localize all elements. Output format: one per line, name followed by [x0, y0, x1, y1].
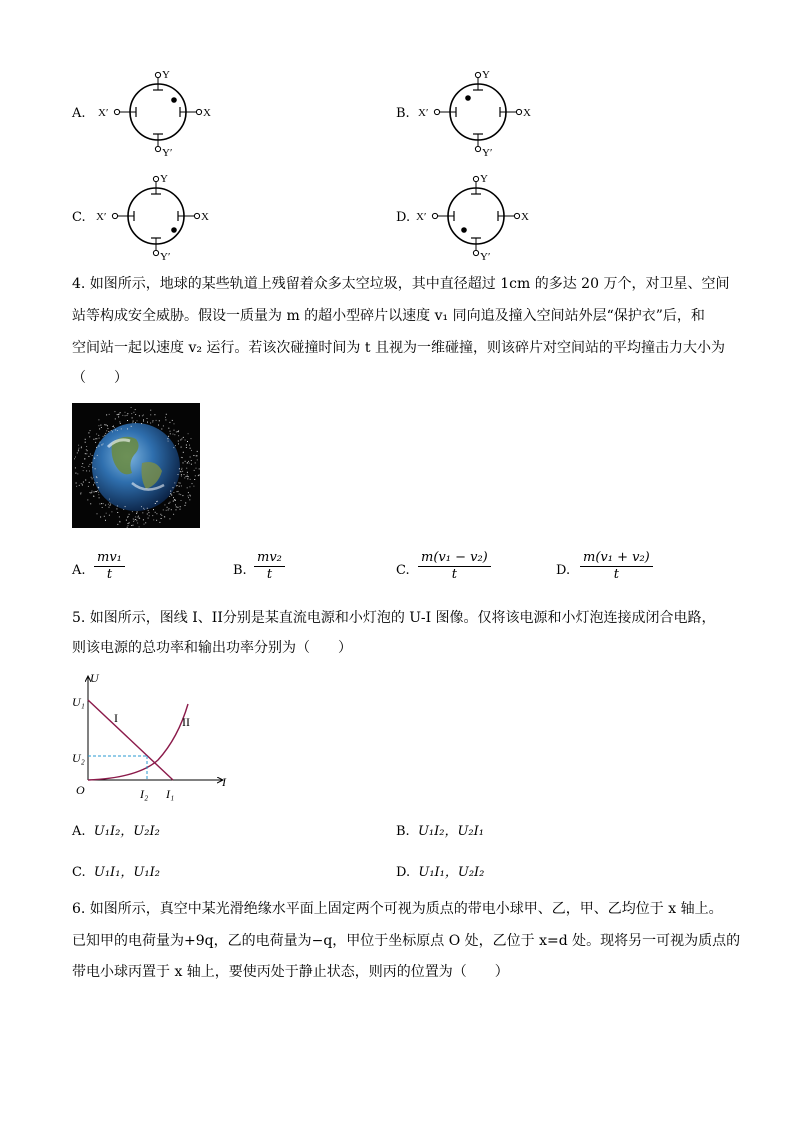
- terminal-y: [155, 72, 160, 77]
- u-i-graph: [68, 668, 238, 804]
- label-y-prime: Y′: [482, 147, 493, 156]
- q5-line-1: 5. 如图所示，图线 I、II分别是某直流电源和小灯泡的 U-I 图像。仅将该电源和小灯泡连接成闭合电路，: [72, 610, 716, 626]
- oscilloscope-screen: [98, 69, 211, 156]
- q5-option-a[interactable]: A. U₁I₂，U₂I₂: [72, 824, 160, 839]
- label-x: X: [523, 107, 531, 119]
- terminal-x: [194, 213, 199, 218]
- electron-spot: [171, 227, 177, 233]
- label-y: Y: [160, 173, 168, 185]
- label-y-prime: Y′: [480, 251, 491, 260]
- q4-line-3: 空间站一起以速度 v₂ 运行。若该次碰撞时间为 t 且视为一维碰撞，则该碎片对空间站的平均撞击力大小为: [72, 340, 725, 356]
- q4-option-d-fraction[interactable]: $\frac{\text{m(v₁ + v₂)}}{t}$: [580, 550, 653, 583]
- electron-spot: [465, 95, 471, 101]
- electron-spot: [461, 227, 467, 233]
- terminal-x-prime: [114, 109, 119, 114]
- q5-line-2: 则该电源的总功率和输出功率分别为（ ）: [72, 640, 352, 656]
- u-axis-label: U: [90, 671, 99, 685]
- q4-line-2: 站等构成安全威胁。假设一质量为 m 的超小型碎片以速度 v₁ 同向追及撞入空间站外层“保护衣”后，和: [72, 308, 705, 324]
- q3-option-d-diagram[interactable]: [414, 170, 544, 260]
- q4-line-4: （ ）: [72, 370, 128, 386]
- i1-label: I₁: [166, 787, 175, 801]
- line-i-source: [88, 700, 173, 780]
- oscilloscope-screen: [418, 69, 531, 156]
- q6-line-2: 已知甲的电荷量为+9q，乙的电荷量为−q，甲位于坐标原点 O 处，乙位于 x=d 处。现将另一可视为质点的: [72, 933, 741, 949]
- q5-option-c[interactable]: C. U₁I₁，U₁I₂: [72, 865, 160, 880]
- q6-line-1: 6. 如图所示，真空中某光滑绝缘水平面上固定两个可视为质点的带电小球甲、乙，甲、乙均位于 x 轴上。: [72, 901, 723, 917]
- label-x-prime: X′: [418, 107, 429, 119]
- label-y-prime: Y′: [162, 147, 173, 156]
- terminal-y: [473, 176, 478, 181]
- terminal-x: [196, 109, 201, 114]
- curve-ii-label: II: [182, 715, 190, 729]
- q4-option-d-letter: D.: [556, 563, 571, 578]
- q3-option-c-letter: C.: [72, 210, 86, 225]
- label-x-prime: X′: [96, 211, 107, 223]
- q4-option-b-letter: B.: [233, 563, 247, 578]
- q3-option-d-letter: D.: [396, 210, 411, 225]
- q6-line-3: 带电小球丙置于 x 轴上，要使丙处于静止状态，则丙的位置为（ ）: [72, 964, 509, 980]
- label-y-prime: Y′: [160, 251, 171, 260]
- terminal-x: [516, 109, 521, 114]
- earth-debris-image: [72, 403, 200, 528]
- q3-option-a-diagram[interactable]: [96, 66, 226, 156]
- terminal-x-prime: [432, 213, 437, 218]
- terminal-x: [514, 213, 519, 218]
- label-x-prime: X′: [98, 107, 109, 119]
- i-axis-label: I: [222, 775, 226, 789]
- q3-option-a-letter: A.: [72, 106, 86, 121]
- u2-label: U₂: [72, 751, 85, 765]
- label-y: Y: [482, 69, 490, 81]
- q3-option-b-diagram[interactable]: [416, 66, 546, 156]
- label-x-prime: X′: [416, 211, 427, 223]
- origin-label: O: [76, 783, 85, 797]
- label-y: Y: [162, 69, 170, 81]
- q5-option-d[interactable]: D. U₁I₁，U₂I₂: [396, 865, 485, 880]
- q4-option-a-fraction[interactable]: $\frac{\text{mv₁}}{t}$: [94, 550, 125, 583]
- terminal-x-prime: [434, 109, 439, 114]
- q4-line-1: 4. 如图所示，地球的某些轨道上残留着众多太空垃圾，其中直径超过 1cm 的多达 20 万个，对卫星、空间: [72, 276, 730, 292]
- q4-option-a-letter: A.: [72, 563, 86, 578]
- electron-spot: [171, 97, 177, 103]
- q4-option-b-fraction[interactable]: $\frac{\text{mv₂}}{t}$: [254, 550, 285, 583]
- u1-label: U₁: [72, 695, 85, 709]
- terminal-y-prime: [473, 250, 478, 255]
- label-y: Y: [480, 173, 488, 185]
- q4-option-c-letter: C.: [396, 563, 410, 578]
- q3-option-c-diagram[interactable]: [94, 170, 224, 260]
- q3-option-b-letter: B.: [396, 106, 410, 121]
- line-i-label: I: [114, 711, 118, 725]
- terminal-y-prime: [475, 146, 480, 151]
- terminal-y-prime: [155, 146, 160, 151]
- terminal-y: [153, 176, 158, 181]
- oscilloscope-screen: [96, 173, 209, 260]
- q4-option-c-fraction[interactable]: $\frac{\text{m(v₁ − v₂)}}{t}$: [418, 550, 491, 583]
- terminal-y: [475, 72, 480, 77]
- label-x: X: [203, 107, 211, 119]
- terminal-y-prime: [153, 250, 158, 255]
- curve-ii-bulb: [88, 704, 188, 780]
- q5-option-b[interactable]: B. U₁I₂，U₂I₁: [396, 824, 484, 839]
- label-x: X: [201, 211, 209, 223]
- terminal-x-prime: [112, 213, 117, 218]
- oscilloscope-screen: [416, 173, 529, 260]
- label-x: X: [521, 211, 529, 223]
- i2-label: I₂: [140, 787, 149, 801]
